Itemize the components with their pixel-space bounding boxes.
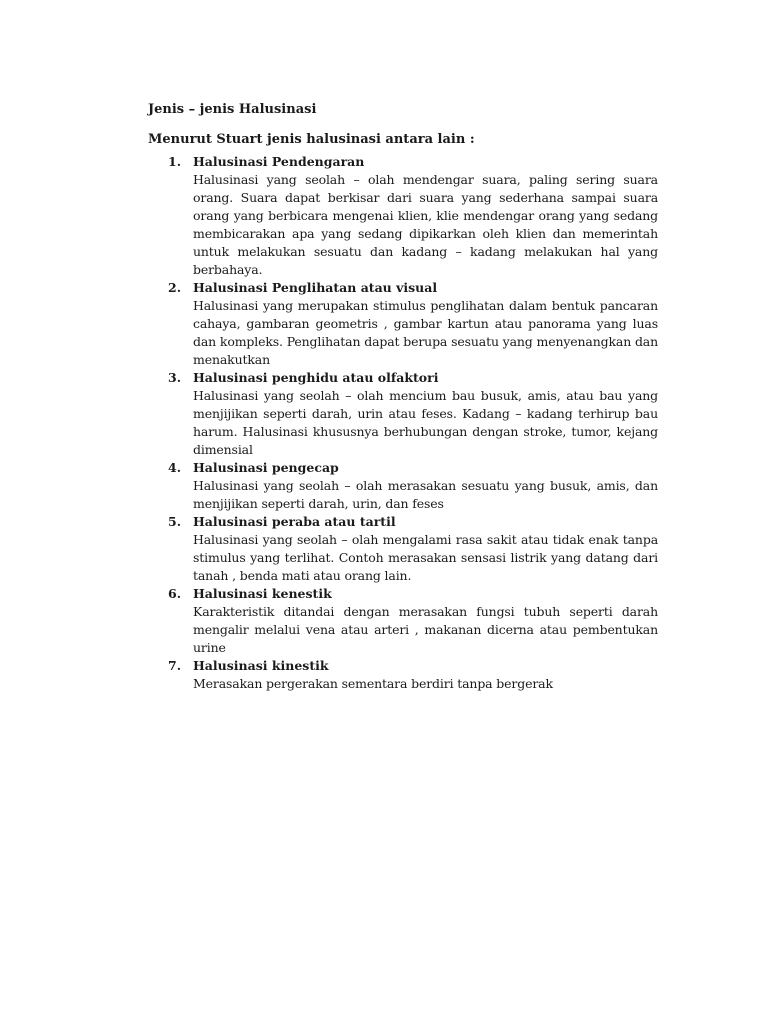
list-item — [148, 657, 658, 693]
list-item-description: Halusinasi yang seolah – olah mendengar suara, paling sering suara orang. Suara dapat berkisar dari suara yang sederhana sampai suara orang yang berbicara mengenai klien, klie mendengar orang yang sedang membicarakan apa yang sedang dipikarkan oleh klien dan memerintah untuk melakukan sesuatu dan kadang – kadang melakukan hal yang berbahaya. — [193, 172, 658, 277]
list-item-title: Halusinasi penghidu atau olfaktori — [193, 370, 439, 385]
list-item-number: 2. — [168, 280, 182, 295]
list-item-description: Karakteristik ditandai dengan merasakan fungsi tubuh seperti darah mengalir melalui vena atau arteri , makanan dicerna atau pembentukan urine — [193, 604, 658, 655]
list-item — [148, 585, 658, 657]
list-item-number: 4. — [168, 460, 182, 475]
list-item — [148, 459, 658, 513]
list-item — [148, 513, 658, 585]
list-item-title: Halusinasi pengecap — [193, 460, 339, 475]
document-title: Jenis – jenis Halusinasi — [148, 102, 317, 117]
list-item-title: Halusinasi peraba atau tartil — [193, 514, 396, 529]
list-item-description: Halusinasi yang seolah – olah mencium bau busuk, amis, atau bau yang menjijikan seperti darah, urin atau feses. Kadang – kadang terhirup bau harum. Halusinasi khususnya berhubungan dengan stroke, tumor, kejang dimensial — [193, 388, 658, 457]
list-item-description: Merasakan pergerakan sementara berdiri tanpa bergerak — [193, 676, 553, 691]
list-item-title: Halusinasi Penglihatan atau visual — [193, 280, 438, 295]
document-page — [148, 101, 658, 693]
list-item-number: 7. — [168, 658, 182, 673]
list-item — [148, 153, 658, 279]
list-item — [148, 279, 658, 369]
list-item-description: Halusinasi yang seolah – olah mengalami rasa sakit atau tidak enak tanpa stimulus yang terlihat. Contoh merasakan sensasi listrik yang datang dari tanah , benda mati atau orang lain. — [193, 532, 658, 583]
list-item-title: Halusinasi kinestik — [193, 658, 329, 673]
list-item-title: Halusinasi Pendengaran — [193, 154, 365, 169]
list-item-description: Halusinasi yang merupakan stimulus penglihatan dalam bentuk pancaran cahaya, gambaran geometris , gambar kartun atau panorama yang luas dan kompleks. Penglihatan dapat berupa sesuatu yang menyenangkan dan menakutkan — [193, 298, 658, 367]
list-item-number: 6. — [168, 586, 182, 601]
hallucination-types-list — [148, 153, 658, 693]
list-item-title: Halusinasi kenestik — [193, 586, 332, 601]
list-item-description: Halusinasi yang seolah – olah merasakan sesuatu yang busuk, amis, dan menjijikan seperti darah, urin, dan feses — [193, 478, 658, 511]
document-intro: Menurut Stuart jenis halusinasi antara lain : — [148, 132, 475, 147]
list-item — [148, 369, 658, 459]
list-item-number: 5. — [168, 514, 182, 529]
list-item-number: 3. — [168, 370, 182, 385]
list-item-number: 1. — [168, 154, 182, 169]
